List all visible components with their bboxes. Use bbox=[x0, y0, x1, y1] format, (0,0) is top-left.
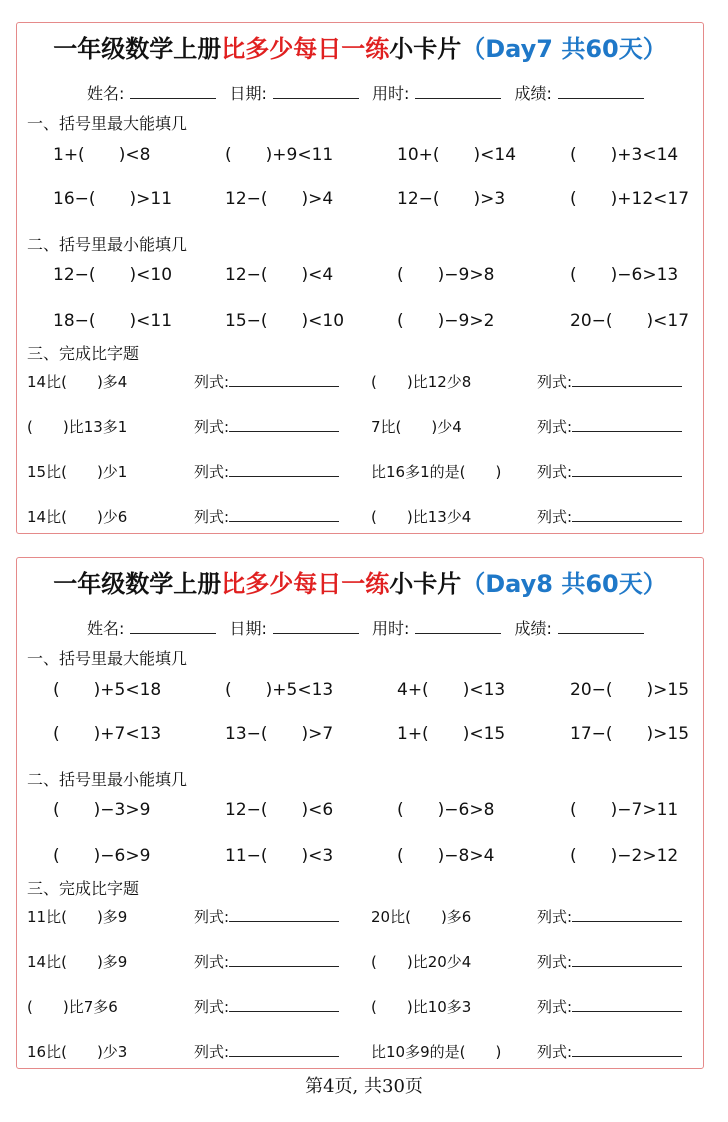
problem: 12−( )>3 bbox=[397, 189, 506, 209]
problem: 17−( )>15 bbox=[570, 724, 690, 744]
comparison-problem: 14比( )少6 bbox=[27, 508, 128, 526]
equation-field[interactable]: 列式: bbox=[537, 1041, 682, 1062]
section-1-heading: 一、括号里最大能填几 bbox=[27, 649, 188, 668]
equation-field[interactable]: 列式: bbox=[194, 1041, 339, 1062]
problem: ( )+7<13 bbox=[53, 724, 162, 744]
problem: 20−( )>15 bbox=[570, 680, 690, 700]
equation-field[interactable]: 列式: bbox=[194, 371, 339, 392]
problem: 12−( )<4 bbox=[225, 265, 334, 285]
score-label: 成绩: bbox=[514, 619, 552, 638]
name-field[interactable] bbox=[130, 619, 216, 634]
equation-field[interactable]: 列式: bbox=[537, 996, 682, 1017]
section-1-heading: 一、括号里最大能填几 bbox=[27, 114, 188, 133]
date-label: 日期: bbox=[229, 619, 267, 638]
comparison-problem: 16比( )少3 bbox=[27, 1043, 128, 1061]
comparison-problem: ( )比13少4 bbox=[371, 508, 472, 526]
section-3-heading: 三、完成比字题 bbox=[27, 344, 140, 363]
section-3-heading: 三、完成比字题 bbox=[27, 879, 140, 898]
comparison-problem: ( )比7多6 bbox=[27, 998, 118, 1016]
comparison-problem: 15比( )少1 bbox=[27, 463, 128, 481]
problem: ( )−2>12 bbox=[570, 846, 679, 866]
page-number: 第4页, 共30页 bbox=[305, 1076, 423, 1097]
problem: 4+( )<13 bbox=[397, 680, 506, 700]
card-title: 一年级数学上册比多少每日一练小卡片（Day8 共60天） bbox=[53, 570, 667, 598]
problem: ( )−9>8 bbox=[397, 265, 495, 285]
problem: 20−( )<17 bbox=[570, 311, 690, 331]
problem: 10+( )<14 bbox=[397, 145, 517, 165]
problem: ( )−7>11 bbox=[570, 800, 679, 820]
practice-card-day8 bbox=[16, 557, 704, 1069]
problem: ( )+9<11 bbox=[225, 145, 334, 165]
equation-field[interactable]: 列式: bbox=[194, 416, 339, 437]
equation-field[interactable]: 列式: bbox=[194, 951, 339, 972]
date-label: 日期: bbox=[229, 84, 267, 103]
problem: ( )−8>4 bbox=[397, 846, 495, 866]
problem: ( )−3>9 bbox=[53, 800, 151, 820]
problem: ( )+5<18 bbox=[53, 680, 162, 700]
equation-field[interactable]: 列式: bbox=[537, 906, 682, 927]
score-field[interactable] bbox=[558, 619, 644, 634]
problem: ( )−6>13 bbox=[570, 265, 679, 285]
problem: 15−( )<10 bbox=[225, 311, 345, 331]
score-field[interactable] bbox=[558, 84, 644, 99]
practice-card-day7 bbox=[16, 22, 704, 534]
name-label: 姓名: bbox=[87, 84, 125, 103]
equation-field[interactable]: 列式: bbox=[537, 461, 682, 482]
equation-field[interactable]: 列式: bbox=[537, 416, 682, 437]
date-field[interactable] bbox=[273, 619, 359, 634]
name-field[interactable] bbox=[130, 84, 216, 99]
equation-field[interactable]: 列式: bbox=[194, 906, 339, 927]
comparison-problem: 14比( )多4 bbox=[27, 373, 128, 391]
problem: 12−( )<10 bbox=[53, 265, 173, 285]
time-field[interactable] bbox=[415, 84, 501, 99]
info-row bbox=[87, 81, 644, 104]
problem: 1+( )<8 bbox=[53, 145, 151, 165]
problem: 12−( )<6 bbox=[225, 800, 334, 820]
date-field[interactable] bbox=[273, 84, 359, 99]
problem: ( )−9>2 bbox=[397, 311, 495, 331]
time-label: 用时: bbox=[372, 84, 410, 103]
problem: ( )−6>8 bbox=[397, 800, 495, 820]
name-label: 姓名: bbox=[87, 619, 125, 638]
problem: ( )+12<17 bbox=[570, 189, 690, 209]
time-label: 用时: bbox=[372, 619, 410, 638]
score-label: 成绩: bbox=[514, 84, 552, 103]
comparison-problem: ( )比12少8 bbox=[371, 373, 472, 391]
comparison-problem: 20比( )多6 bbox=[371, 908, 472, 926]
section-2-heading: 二、括号里最小能填几 bbox=[27, 235, 188, 254]
equation-field[interactable]: 列式: bbox=[194, 461, 339, 482]
equation-field[interactable]: 列式: bbox=[537, 371, 682, 392]
comparison-problem: ( )比10多3 bbox=[371, 998, 472, 1016]
comparison-problem: 比16多1的是( ) bbox=[371, 463, 502, 481]
problem: ( )−6>9 bbox=[53, 846, 151, 866]
problem: 18−( )<11 bbox=[53, 311, 173, 331]
comparison-problem: 14比( )多9 bbox=[27, 953, 128, 971]
comparison-problem: 7比( )少4 bbox=[371, 418, 462, 436]
problem: ( )+3<14 bbox=[570, 145, 679, 165]
comparison-problem: ( )比20少4 bbox=[371, 953, 472, 971]
equation-field[interactable]: 列式: bbox=[537, 951, 682, 972]
info-row bbox=[87, 616, 644, 639]
equation-field[interactable]: 列式: bbox=[537, 506, 682, 527]
equation-field[interactable]: 列式: bbox=[194, 506, 339, 527]
comparison-problem: ( )比13多1 bbox=[27, 418, 128, 436]
section-2-heading: 二、括号里最小能填几 bbox=[27, 770, 188, 789]
problem: ( )+5<13 bbox=[225, 680, 334, 700]
card-title: 一年级数学上册比多少每日一练小卡片（Day7 共60天） bbox=[53, 35, 667, 63]
problem: 12−( )>4 bbox=[225, 189, 334, 209]
time-field[interactable] bbox=[415, 619, 501, 634]
problem: 16−( )>11 bbox=[53, 189, 173, 209]
comparison-problem: 11比( )多9 bbox=[27, 908, 128, 926]
problem: 13−( )>7 bbox=[225, 724, 334, 744]
equation-field[interactable]: 列式: bbox=[194, 996, 339, 1017]
problem: 11−( )<3 bbox=[225, 846, 334, 866]
problem: 1+( )<15 bbox=[397, 724, 506, 744]
comparison-problem: 比10多9的是( ) bbox=[371, 1043, 502, 1061]
